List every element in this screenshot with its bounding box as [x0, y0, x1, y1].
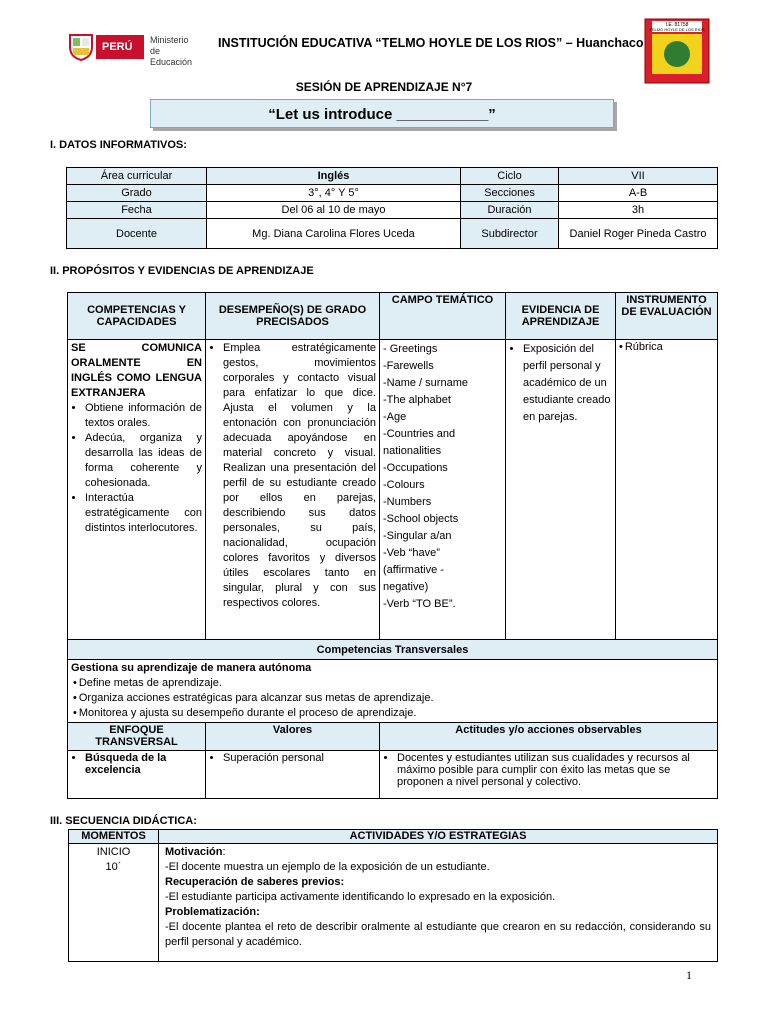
column-header: DESEMPEÑO(S) DE GRADO PRECISADOS: [206, 293, 380, 340]
actitud-text: • Docentes y estudiantes utilizan sus cualidades y recursos al máximo posible para cumplir con éxito las metas que se proponen a nivel personal y colectivo.: [397, 752, 714, 788]
info-table: [66, 167, 718, 249]
topic-item: -Name / surname: [383, 377, 468, 389]
problem-text: -El docente plantea el reto de describir oralmente al estudiante que crearon en su redacción, considerando su perfil personal y académico.: [165, 921, 711, 948]
peru-label: PERÚ: [96, 35, 144, 59]
topic-item: -Singular a/an: [383, 530, 452, 542]
instrument-cell: [616, 340, 718, 640]
sequence-table: [68, 829, 718, 962]
transversal-cell: [68, 660, 718, 723]
school-crest: [644, 18, 710, 84]
peru-shield-icon: [68, 33, 94, 61]
info-cell: Secciones: [461, 185, 559, 202]
topic-item: -Colours: [383, 479, 425, 491]
motivation-label: Motivación: [165, 846, 223, 858]
topic-item: -Age: [383, 411, 407, 423]
capacity-item: • Obtiene información de textos orales.: [85, 401, 202, 431]
enfoque-header: ENFOQUE TRANSVERSAL: [68, 723, 206, 751]
info-cell: Inglés: [207, 168, 461, 185]
moment-name: INICIO: [96, 846, 131, 858]
column-header: INSTRUMENTO DE EVALUACIÓN: [616, 293, 718, 340]
problem-label: Problematización:: [165, 906, 260, 918]
info-cell: A-B: [559, 185, 718, 202]
activities-cell: Motivación: -El docente muestra un ejemplo de la exposición de un estudiante. Recuperación de saberes previos: -El estudiante participa activamente identificando lo expresado en la exposición. Problematización: -El docente plantea el reto de describir oralmente al estudiante que crearon en su redacción, considerando su perfil personal y académico.: [159, 844, 718, 962]
performance-cell: [206, 340, 380, 640]
prior-label: Recuperación de saberes previos:: [165, 876, 345, 888]
column-header: CAMPO TEMÁTICO: [380, 293, 506, 340]
topics-cell: [380, 340, 506, 640]
topic-item: -Verb “TO BE”.: [383, 598, 456, 610]
evidence-cell: [506, 340, 616, 640]
topic-item: -The alphabet: [383, 394, 451, 406]
ministry-logo: [68, 33, 198, 67]
info-cell: Mg. Diana Carolina Flores Uceda: [207, 219, 461, 249]
valor-cell: [206, 751, 380, 799]
topic-item: (affirmative -: [383, 564, 444, 576]
capacity-item: • Interactúa estratégicamente con distintos interlocutores.: [85, 491, 202, 536]
instrument-text: • Rúbrica: [619, 341, 714, 353]
school-crest-icon: [644, 18, 710, 84]
info-cell: Duración: [461, 202, 559, 219]
transversal-item: • Define metas de aprendizaje.: [73, 676, 714, 691]
info-cell: Grado: [67, 185, 207, 202]
info-cell: Área curricular: [67, 168, 207, 185]
info-cell: Subdirector: [461, 219, 559, 249]
motivation-text: -El docente muestra un ejemplo de la exposición de un estudiante.: [165, 861, 490, 873]
topic-item: nationalities: [383, 445, 442, 457]
transversal-title: Gestiona su aprendizaje de manera autónoma: [71, 662, 312, 674]
moment-cell: [69, 844, 159, 962]
section-datos-title: I. DATOS INFORMATIVOS:: [50, 139, 187, 151]
svg-text:TELMO HOYLE DE LOS RIOS: TELMO HOYLE DE LOS RIOS: [649, 27, 705, 32]
performance-text: • Emplea estratégicamente gestos, movimientos corporales y contacto visual para enfatizar lo que dice. Ajusta el volumen y la entonación con pronunciación adecuada apoyándose en material concreto y visual. Realizan una presentación del perfil de su estudiante creado por ellos en parejas, describiendo sus datos personales, su país, nacionalidad, ocupación colores favoritos y diversos útiles escolares tanto en singular, plural y con sus respectivos colores.: [223, 341, 376, 611]
valores-header: Valores: [206, 723, 380, 751]
topic-item: -Countries and: [383, 428, 456, 440]
topic-item: -Occupations: [383, 462, 448, 474]
svg-text:I.E. 81758: I.E. 81758: [665, 22, 689, 28]
column-header: EVIDENCIA DE APRENDIZAJE: [506, 293, 616, 340]
transversal-item: • Monitorea y ajusta su desempeño durante el proceso de aprendizaje.: [73, 706, 714, 721]
transversal-header: Competencias Transversales: [68, 640, 718, 660]
enfoque-text: • Búsqueda de la excelencia: [85, 752, 202, 776]
actitud-cell: [380, 751, 718, 799]
evidence-text: • Exposición del perfil personal y académico de un estudiante creado en parejas.: [523, 341, 612, 426]
valor-text: • Superación personal: [223, 752, 376, 764]
actitudes-header: Actitudes y/o acciones observables: [380, 723, 718, 751]
transversal-item: • Organiza acciones estratégicas para alcanzar sus metas de aprendizaje.: [73, 691, 714, 706]
column-header: MOMENTOS: [69, 830, 159, 844]
purposes-table: [67, 292, 718, 799]
topic-item: -Numbers: [383, 496, 432, 508]
topic-item: -Veb “have”: [383, 547, 440, 559]
topic-item: -School objects: [383, 513, 459, 525]
info-cell: Docente: [67, 219, 207, 249]
lesson-title: “Let us introduce ___________”: [150, 99, 614, 128]
competency-title: SE COMUNICA ORALMENTE EN INGLÉS COMO LENGUA EXTRANJERA: [71, 342, 202, 399]
page-number: 1: [686, 968, 692, 982]
enfoque-cell: [68, 751, 206, 799]
column-header: COMPETENCIAS Y CAPACIDADES: [68, 293, 206, 340]
info-cell: 3°, 4° Y 5°: [207, 185, 461, 202]
topic-item: negative): [383, 581, 429, 593]
session-title: SESIÓN DE APRENDIZAJE N°7: [295, 80, 473, 94]
capacity-item: • Adecúa, organiza y desarrolla las ideas de forma coherente y cohesionada.: [85, 431, 202, 491]
info-cell: Ciclo: [461, 168, 559, 185]
info-cell: VII: [559, 168, 718, 185]
institution-name: INSTITUCIÓN EDUCATIVA “TELMO HOYLE DE LOS RIOS” – Huanchaco: [218, 36, 644, 50]
info-cell: Daniel Roger Pineda Castro: [559, 219, 718, 249]
moment-time: 10´: [105, 861, 122, 873]
column-header: ACTIVIDADES Y/O ESTRATEGIAS: [159, 830, 718, 844]
section-secuencia-title: III. SECUENCIA DIDÁCTICA:: [50, 815, 197, 827]
topic-item: -Farewells: [383, 360, 434, 372]
info-cell: Fecha: [67, 202, 207, 219]
competencies-cell: [68, 340, 206, 640]
topic-item: - Greetings: [383, 343, 438, 355]
ministry-text: Ministerio de Educación: [150, 35, 193, 67]
info-cell: Del 06 al 10 de mayo: [207, 202, 461, 219]
info-cell: 3h: [559, 202, 718, 219]
prior-text: -El estudiante participa activamente identificando lo expresado en la exposición.: [165, 891, 556, 903]
section-propositos-title: II. PROPÓSITOS Y EVIDENCIAS DE APRENDIZAJE: [50, 265, 314, 277]
